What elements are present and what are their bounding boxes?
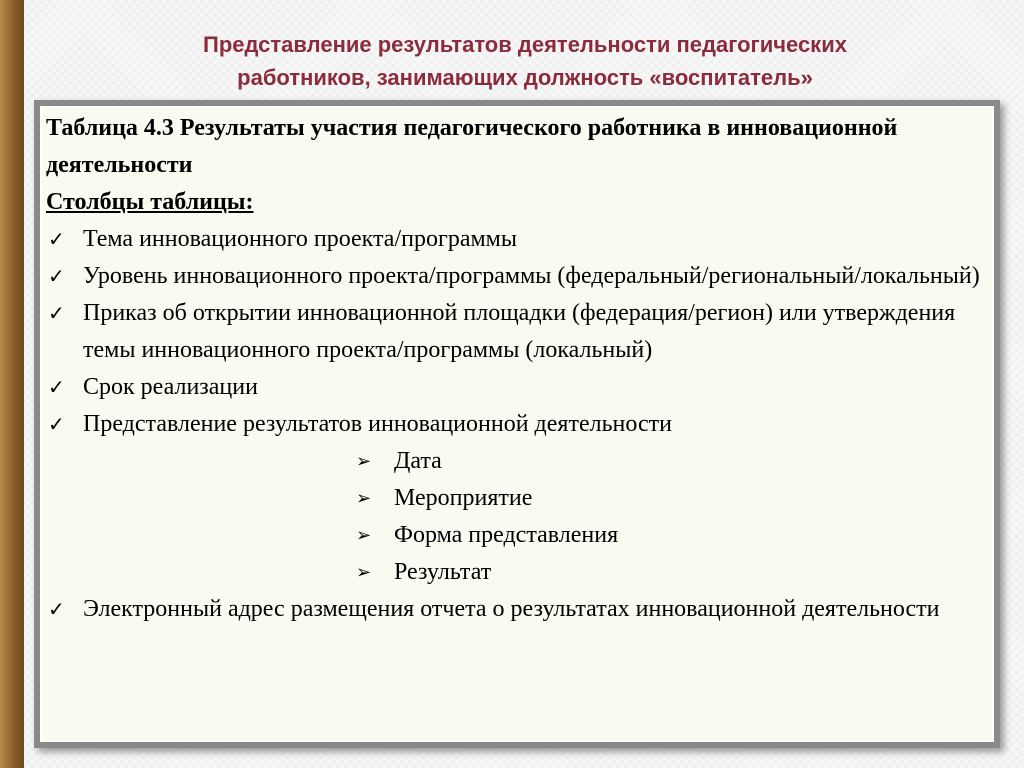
- arrow-icon: ➢: [356, 488, 372, 509]
- list-item: [46, 406, 986, 443]
- list-item-text: Приказ об открытии инновационной площадки (федерация/регион) или утверждения темы инновационного проекта/программы (локальный): [83, 300, 956, 363]
- content-box: [34, 100, 1000, 748]
- list-item: [46, 369, 986, 406]
- check-icon: ✓: [48, 301, 65, 325]
- slide-title-line-2: работников, занимающих должность «воспитатель»: [237, 65, 813, 90]
- slide-title-line-1: Представление результатов деятельности педагогических: [203, 32, 847, 57]
- arrow-icon: ➢: [356, 525, 372, 546]
- sub-list-item: [46, 554, 986, 591]
- sub-list-item-text: Форма представления: [394, 522, 619, 548]
- columns-list-continued: [46, 591, 986, 628]
- list-item-text: Уровень инновационного проекта/программы (федеральный/региональный/локальный): [83, 263, 980, 289]
- list-item-text: Представление результатов инновационной деятельности: [83, 411, 672, 437]
- list-item-text: Срок реализации: [83, 374, 258, 400]
- results-sub-list: [46, 443, 986, 591]
- list-item-text: Тема инновационного проекта/программы: [83, 226, 517, 252]
- sub-list-item-text: Результат: [394, 559, 492, 585]
- sub-list-item-text: Дата: [394, 448, 442, 474]
- arrow-icon: ➢: [356, 562, 372, 583]
- columns-heading: Столбцы таблицы:: [46, 189, 254, 215]
- check-icon: ✓: [48, 597, 65, 621]
- sub-list-item-text: Мероприятие: [394, 485, 533, 511]
- list-item: [46, 295, 986, 369]
- check-icon: ✓: [48, 412, 65, 436]
- check-icon: ✓: [48, 375, 65, 399]
- left-accent-bar: [0, 0, 24, 768]
- list-item-text: Электронный адрес размещения отчета о результатах инновационной деятельности: [83, 596, 940, 622]
- list-item: [46, 221, 986, 258]
- arrow-icon: ➢: [356, 451, 372, 472]
- sub-list-item: [46, 480, 986, 517]
- list-item: [46, 258, 986, 295]
- check-icon: ✓: [48, 227, 65, 251]
- list-item: [46, 591, 986, 628]
- sub-list-item: [46, 517, 986, 554]
- check-icon: ✓: [48, 264, 65, 288]
- columns-list: [46, 221, 986, 443]
- sub-list-item: [46, 443, 986, 480]
- slide-title: [60, 28, 990, 94]
- table-heading: Таблица 4.3 Результаты участия педагогического работника в инновационной деятельности: [46, 115, 898, 178]
